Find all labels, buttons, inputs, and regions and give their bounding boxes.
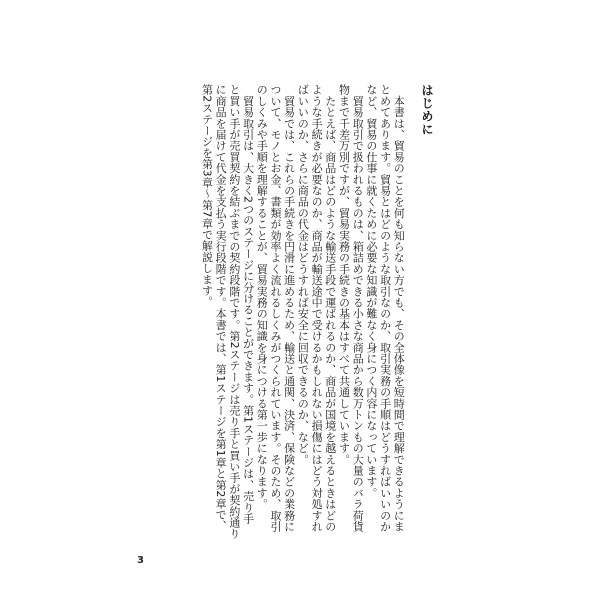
text-line: など、貿易の仕事に就くために必要な知識が難なく身につく内容になっています。 — [364, 84, 378, 499]
text-line: 第2ステージを第3章〜第7章で解説します。 — [200, 84, 214, 308]
vertical-text-block — [200, 84, 434, 540]
text-line: 物まで千差万別ですが、貿易実務の手続きの基本はすべて共通しています。 — [337, 84, 351, 465]
text-line: たとえば、商品はどのような輸送手段で運ばれるのか、商品が国境を越えるときはどの — [323, 84, 337, 532]
text-line: 貿易では、これらの手続きを円滑に進めるため、輸送と通関、決済、保険などの業務に — [282, 84, 296, 532]
text-line: に商品を届けて代金を支払う実行段階です。本書では、第1ステージを第1章と第2章で、 — [214, 84, 228, 532]
text-line: と買い手が売買契約を結ぶまでの契約段階です。第2ステージは売り手と買い手が契約通り — [227, 84, 241, 540]
text-line: ような手続きが必要なのか、商品が輸送途中で受けるかもしれない損傷にはどう対処すれ — [310, 84, 324, 532]
page-number: 3 — [137, 555, 144, 566]
text-line: 本書は、貿易のことを何も知らない方でも、その全体像を短時間で理解できるようにま — [392, 84, 406, 532]
text-line: 貿易取引は、大きく2つのステージに分けることができます。第1ステージは、売り手 — [241, 84, 255, 524]
text-line: 貿易取引で扱われるものは、箱詰めできる小さな商品から数万トンもの大量のバラ荷貨 — [351, 84, 365, 532]
text-line: ばいいのか、さらに商品の代金はどうすれば安全に回収できるのか、など。 — [296, 84, 310, 465]
page-heading: はじめに — [420, 84, 434, 136]
text-line: ついて、モノとお金、書類が効率よく流れるしくみがつくられています。そのため、取引 — [268, 84, 282, 532]
text-line: とめてあります。貿易とはどのような取引なのか、取引実務の手順はどうすればいいのか — [378, 84, 392, 532]
text-line: のしくみや手順を理解することが、貿易実務の知識を身につける第一歩になります。 — [255, 84, 269, 510]
